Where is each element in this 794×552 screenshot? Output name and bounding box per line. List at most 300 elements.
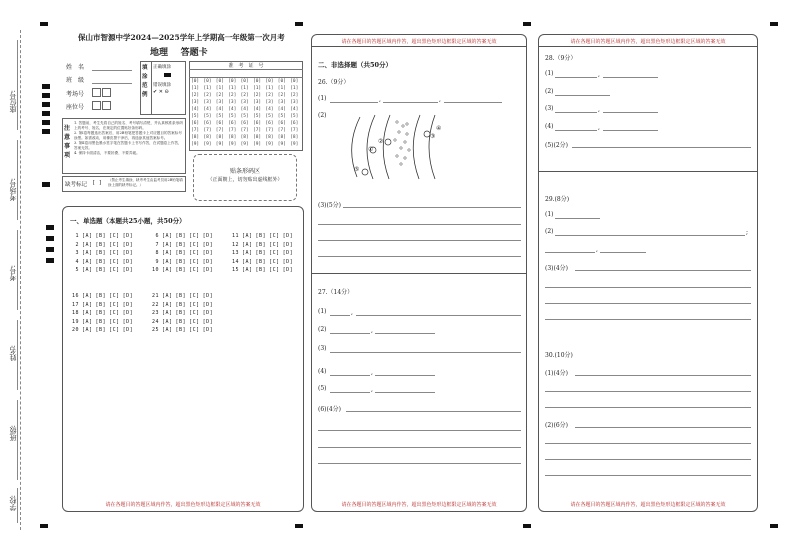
mcq-question-row[interactable] bbox=[70, 293, 136, 299]
mcq-question-row[interactable] bbox=[70, 327, 136, 333]
exam-id-bubble[interactable]: [9] bbox=[265, 142, 274, 147]
mcq-option-bubble[interactable]: [A] bbox=[242, 241, 253, 248]
mcq-option-bubble[interactable]: [D] bbox=[202, 258, 214, 265]
seat-box[interactable] bbox=[102, 101, 111, 110]
mcq-option-bubble[interactable]: [C] bbox=[109, 241, 120, 248]
exam-id-bubble[interactable]: [0] bbox=[215, 79, 224, 84]
mcq-option-bubble[interactable]: [A] bbox=[162, 310, 173, 316]
mcq-option-bubble[interactable]: [B] bbox=[175, 267, 187, 273]
exam-id-bubble[interactable]: [7] bbox=[215, 128, 224, 133]
mcq-option-bubble[interactable]: [C] bbox=[269, 241, 280, 248]
mcq-option-bubble[interactable]: [C] bbox=[109, 310, 120, 316]
mcq-option-bubble[interactable]: [C] bbox=[189, 233, 200, 239]
answer-line[interactable] bbox=[545, 443, 751, 444]
exam-id-bubble[interactable]: [5] bbox=[265, 114, 274, 119]
exam-id-bubble[interactable]: [9] bbox=[240, 142, 249, 147]
q30-label: 30.(10分) bbox=[545, 352, 573, 359]
q27-blank[interactable] bbox=[330, 333, 370, 334]
exam-id-bubble[interactable]: [6] bbox=[277, 121, 286, 126]
timing-mark bbox=[40, 22, 48, 26]
q27-blank[interactable] bbox=[375, 392, 435, 393]
mcq-option-bubble[interactable]: [C] bbox=[269, 267, 280, 273]
mcq-option-bubble[interactable]: [B] bbox=[175, 258, 187, 265]
exam-id-bubble[interactable]: [5] bbox=[277, 114, 286, 119]
q27-blank[interactable] bbox=[330, 375, 370, 376]
mcq-option-bubble[interactable]: [D] bbox=[202, 233, 214, 239]
exam-id-bubble[interactable]: [8] bbox=[240, 135, 249, 140]
q28-blank[interactable] bbox=[555, 77, 597, 78]
mcq-option-bubble[interactable]: [C] bbox=[109, 293, 120, 299]
exam-id-bubble[interactable]: [8] bbox=[228, 135, 237, 140]
class-field[interactable] bbox=[92, 83, 132, 84]
exam-id-bubble[interactable]: [7] bbox=[253, 128, 262, 133]
exam-id-bubble[interactable]: [9] bbox=[253, 142, 262, 147]
exam-id-bubble[interactable]: [6] bbox=[215, 121, 224, 126]
answer-line[interactable] bbox=[330, 352, 521, 353]
exam-id-bubble[interactable]: [7] bbox=[290, 128, 299, 133]
mcq-option-bubble[interactable]: [B] bbox=[255, 241, 267, 248]
mcq-question-row[interactable] bbox=[70, 302, 136, 308]
exam-id-bubble[interactable]: [4] bbox=[277, 107, 286, 112]
mcq-option-bubble[interactable]: [A] bbox=[242, 233, 253, 239]
answer-line[interactable] bbox=[318, 447, 521, 448]
exam-id-bubble[interactable]: [6] bbox=[253, 121, 262, 126]
exam-id-bubble[interactable]: [0] bbox=[290, 79, 299, 84]
mcq-option-bubble[interactable]: [A] bbox=[82, 267, 93, 273]
exam-id-bubble[interactable]: [8] bbox=[265, 135, 274, 140]
room-box[interactable] bbox=[102, 88, 111, 97]
mcq-option-bubble[interactable]: [A] bbox=[82, 318, 93, 325]
mcq-option-bubble[interactable]: [D] bbox=[282, 258, 294, 265]
mcq-option-bubble[interactable]: [B] bbox=[255, 258, 267, 265]
mcq-option-bubble[interactable]: [C] bbox=[109, 250, 120, 256]
exam-id-bubble[interactable]: [4] bbox=[228, 107, 237, 112]
exam-id-bubble[interactable]: [0] bbox=[228, 79, 237, 84]
mcq-option-bubble[interactable]: [C] bbox=[269, 250, 280, 256]
exam-id-bubble[interactable]: [1] bbox=[191, 86, 200, 91]
q27-blank[interactable] bbox=[330, 392, 370, 393]
mcq-option-bubble[interactable]: [C] bbox=[109, 327, 120, 333]
mcq-option-bubble[interactable]: [A] bbox=[162, 250, 173, 256]
mcq-option-bubble[interactable]: [B] bbox=[175, 310, 187, 316]
exam-id-bubble[interactable]: [0] bbox=[240, 79, 249, 84]
mcq-option-bubble[interactable]: [D] bbox=[122, 327, 134, 333]
mcq-option-bubble[interactable]: [B] bbox=[95, 267, 107, 273]
mcq-option-bubble[interactable]: [B] bbox=[95, 318, 107, 325]
mcq-option-bubble[interactable]: [D] bbox=[122, 293, 134, 299]
mcq-option-bubble[interactable]: [D] bbox=[202, 267, 214, 273]
mcq-option-bubble[interactable]: [A] bbox=[82, 233, 93, 239]
exam-id-bubble[interactable]: [8] bbox=[290, 135, 299, 140]
mcq-option-bubble[interactable]: [D] bbox=[202, 241, 214, 248]
mcq-option-bubble[interactable]: [A] bbox=[162, 293, 173, 299]
q28-part-label: (5)(2分) bbox=[545, 142, 568, 149]
mcq-question-row[interactable] bbox=[70, 233, 136, 239]
exam-id-bubble[interactable]: [6] bbox=[240, 121, 249, 126]
exam-id-bubble[interactable]: [2] bbox=[215, 93, 224, 98]
mcq-option-bubble[interactable]: [D] bbox=[202, 293, 214, 299]
marker bbox=[46, 247, 54, 252]
exam-id-bubble[interactable]: [3] bbox=[203, 100, 212, 105]
answer-line[interactable] bbox=[318, 463, 521, 464]
exam-id-bubble[interactable]: [6] bbox=[265, 121, 274, 126]
exam-id-bubble[interactable]: [9] bbox=[215, 142, 224, 147]
mcq-option-bubble[interactable]: [C] bbox=[189, 267, 200, 273]
exam-id-bubble[interactable]: [6] bbox=[191, 121, 200, 126]
exam-id-bubble[interactable]: [4] bbox=[290, 107, 299, 112]
mcq-question-number: 16 bbox=[71, 293, 79, 299]
q27-blank[interactable] bbox=[375, 333, 435, 334]
exam-id-bubble[interactable]: [9] bbox=[203, 142, 212, 147]
exam-id-bubble[interactable]: [6] bbox=[203, 121, 212, 126]
mcq-option-bubble[interactable]: [C] bbox=[269, 233, 280, 239]
exam-id-bubble[interactable]: [7] bbox=[203, 128, 212, 133]
mcq-option-bubble[interactable]: [B] bbox=[255, 233, 267, 239]
mcq-option-bubble[interactable]: [C] bbox=[109, 301, 120, 308]
mcq-option-bubble[interactable]: [D] bbox=[202, 327, 214, 333]
mcq-option-bubble[interactable]: [B] bbox=[95, 301, 107, 308]
subject-name: 地理 bbox=[150, 48, 169, 58]
mcq-question-row[interactable] bbox=[150, 250, 216, 256]
exam-id-bubble[interactable]: [3] bbox=[240, 100, 249, 105]
exam-id-bubble[interactable]: [3] bbox=[215, 100, 224, 105]
mcq-option-bubble[interactable]: [C] bbox=[109, 258, 120, 265]
room-label: 考场号 bbox=[66, 91, 85, 98]
mcq-option-bubble[interactable]: [D] bbox=[122, 301, 134, 308]
q28-blank[interactable] bbox=[555, 95, 610, 96]
exam-id-bubble[interactable]: [3] bbox=[191, 100, 200, 105]
exam-id-bubble[interactable]: [7] bbox=[277, 128, 286, 133]
mcq-question-row[interactable] bbox=[230, 267, 296, 273]
exam-id-bubble[interactable]: [5] bbox=[191, 114, 200, 119]
mcq-option-bubble[interactable]: [D] bbox=[202, 301, 214, 308]
absent-bubble[interactable]: [ ] bbox=[92, 180, 102, 186]
mcq-option-bubble[interactable]: [B] bbox=[95, 233, 107, 239]
exam-id-bubble[interactable]: [1] bbox=[265, 86, 274, 91]
mcq-option-bubble[interactable]: [B] bbox=[95, 310, 107, 316]
exam-id-bubble[interactable]: [8] bbox=[253, 135, 262, 140]
mcq-option-bubble[interactable]: [C] bbox=[109, 233, 120, 239]
exam-id-bubble[interactable]: [0] bbox=[265, 79, 274, 84]
exam-id-bubble[interactable]: [8] bbox=[215, 135, 224, 140]
mcq-option-bubble[interactable]: [A] bbox=[242, 267, 253, 273]
exam-id-bubble[interactable]: [1] bbox=[253, 86, 262, 91]
q27-blank[interactable] bbox=[330, 315, 350, 316]
exam-id-bubble[interactable]: [9] bbox=[191, 142, 200, 147]
mcq-question-row[interactable] bbox=[150, 233, 216, 239]
q26-1-blank[interactable] bbox=[330, 102, 378, 103]
answer-line[interactable] bbox=[318, 430, 521, 431]
exam-id-bubble[interactable]: [0] bbox=[203, 79, 212, 84]
exam-id-bubble[interactable]: [2] bbox=[240, 93, 249, 98]
exam-id-bubble[interactable]: [2] bbox=[228, 93, 237, 98]
mcq-option-bubble[interactable]: [A] bbox=[162, 318, 173, 325]
mcq-option-bubble[interactable]: [D] bbox=[202, 310, 214, 316]
mcq-question-number: 17 bbox=[71, 301, 79, 308]
q27-blank[interactable] bbox=[375, 375, 435, 376]
asteroid-dots bbox=[394, 121, 410, 165]
mcq-question-row[interactable] bbox=[70, 250, 136, 256]
mcq-question-row[interactable] bbox=[150, 259, 216, 265]
seat-box[interactable] bbox=[92, 101, 101, 110]
q26-comma: , bbox=[439, 96, 441, 103]
q26-1-label: (1) bbox=[318, 95, 327, 102]
mcq-option-bubble[interactable]: [B] bbox=[175, 301, 187, 308]
exam-id-bubble[interactable]: [9] bbox=[228, 142, 237, 147]
card-name: 答题卡 bbox=[180, 48, 208, 58]
mcq-option-bubble[interactable]: [D] bbox=[202, 318, 214, 325]
answer-line[interactable] bbox=[318, 256, 521, 257]
mcq-option-bubble[interactable]: [C] bbox=[189, 310, 200, 316]
mcq-option-bubble[interactable]: [B] bbox=[95, 241, 107, 248]
exam-id-bubble[interactable]: [6] bbox=[290, 121, 299, 126]
q26-1-blank[interactable] bbox=[383, 102, 438, 103]
mcq-option-bubble[interactable]: [A] bbox=[82, 301, 93, 308]
exam-id-bubble[interactable]: [3] bbox=[253, 100, 262, 105]
q28-comma: , bbox=[598, 71, 600, 78]
mcq-option-bubble[interactable]: [D] bbox=[202, 250, 214, 256]
q27-label: 27.（14分） bbox=[318, 289, 354, 296]
exam-id-bubble[interactable]: [7] bbox=[240, 128, 249, 133]
answer-line[interactable] bbox=[575, 375, 751, 376]
exam-id-bubble[interactable]: [4] bbox=[203, 107, 212, 112]
mcq-option-bubble[interactable]: [D] bbox=[282, 267, 294, 273]
answer-line[interactable] bbox=[575, 427, 751, 428]
mcq-option-bubble[interactable]: [A] bbox=[82, 293, 93, 299]
correct-fill-sample bbox=[164, 73, 171, 77]
mcq-option-bubble[interactable]: [D] bbox=[122, 233, 134, 239]
exam-id-bubble[interactable]: [4] bbox=[191, 107, 200, 112]
mcq-question-row[interactable] bbox=[150, 327, 216, 333]
mcq-option-bubble[interactable]: [B] bbox=[175, 241, 187, 248]
mcq-option-bubble[interactable]: [D] bbox=[282, 241, 294, 248]
q28-blank[interactable] bbox=[555, 112, 597, 113]
q29-2-blank[interactable] bbox=[545, 252, 595, 253]
exam-id-bubble[interactable]: [2] bbox=[290, 93, 299, 98]
mcq-question-number: 1 bbox=[75, 233, 79, 239]
mcq-question-row[interactable] bbox=[70, 310, 136, 316]
q28-label: 28.（9分） bbox=[545, 55, 577, 62]
timing-mark bbox=[40, 524, 48, 528]
mcq-option-bubble[interactable]: [D] bbox=[122, 267, 134, 273]
exam-id-bubble[interactable]: [2] bbox=[277, 93, 286, 98]
mcq-option-bubble[interactable]: [B] bbox=[175, 318, 187, 325]
mcq-option-bubble[interactable]: [A] bbox=[82, 310, 93, 316]
mcq-option-bubble[interactable]: [A] bbox=[162, 258, 173, 265]
mcq-question-row[interactable] bbox=[70, 319, 136, 325]
exam-id-bubble[interactable]: [7] bbox=[265, 128, 274, 133]
exam-id-bubble[interactable]: [1] bbox=[215, 86, 224, 91]
answer-line[interactable] bbox=[545, 407, 751, 408]
mcq-option-bubble[interactable]: [B] bbox=[95, 250, 107, 256]
mcq-option-bubble[interactable]: [A] bbox=[82, 250, 93, 256]
exam-id-bubble[interactable]: [5] bbox=[253, 114, 262, 119]
mcq-option-bubble[interactable]: [B] bbox=[175, 233, 187, 239]
mcq-question-row[interactable] bbox=[150, 293, 216, 299]
exam-id-bubble[interactable]: [7] bbox=[228, 128, 237, 133]
mcq-question-row[interactable] bbox=[150, 319, 216, 325]
mcq-option-bubble[interactable]: [C] bbox=[189, 318, 200, 325]
exam-id-bubble[interactable]: [6] bbox=[228, 121, 237, 126]
exam-id-bubble[interactable]: [4] bbox=[215, 107, 224, 112]
mcq-option-bubble[interactable]: [A] bbox=[162, 233, 173, 239]
question-divider bbox=[538, 171, 758, 172]
mcq-option-bubble[interactable]: [C] bbox=[109, 318, 120, 325]
diagram-label-1: ① bbox=[368, 146, 374, 153]
mcq-question-row[interactable] bbox=[150, 302, 216, 308]
mcq-option-bubble[interactable]: [A] bbox=[242, 258, 253, 265]
mcq-option-bubble[interactable]: [B] bbox=[255, 267, 267, 273]
mcq-option-bubble[interactable]: [A] bbox=[242, 250, 253, 256]
exam-id-bubble[interactable]: [1] bbox=[203, 86, 212, 91]
exam-id-bubble[interactable]: [9] bbox=[290, 142, 299, 147]
answer-line[interactable] bbox=[572, 147, 751, 148]
answer-line[interactable] bbox=[545, 459, 751, 460]
exam-id-bubble[interactable]: [0] bbox=[277, 79, 286, 84]
q28-blank[interactable] bbox=[555, 130, 597, 131]
mcq-option-bubble[interactable]: [D] bbox=[122, 241, 134, 248]
mcq-option-bubble[interactable]: [C] bbox=[189, 301, 200, 308]
mcq-question-row[interactable] bbox=[70, 259, 136, 265]
exam-id-bubble[interactable]: [5] bbox=[240, 114, 249, 119]
exam-id-bubble[interactable]: [4] bbox=[253, 107, 262, 112]
mcq-question-number: 18 bbox=[71, 310, 79, 316]
mcq-option-bubble[interactable]: [B] bbox=[95, 327, 107, 333]
q28-blank[interactable] bbox=[603, 130, 658, 131]
exam-id-bubble[interactable]: [3] bbox=[265, 100, 274, 105]
mcq-option-bubble[interactable]: [B] bbox=[95, 293, 107, 299]
exam-id-bubble[interactable]: [8] bbox=[191, 135, 200, 140]
exam-id-bubble[interactable]: [8] bbox=[277, 135, 286, 140]
exam-id-bubble[interactable]: [2] bbox=[203, 93, 212, 98]
mcq-option-bubble[interactable]: [A] bbox=[162, 327, 173, 333]
answer-line[interactable] bbox=[545, 319, 751, 320]
q27-comma: , bbox=[371, 386, 373, 393]
mcq-option-bubble[interactable]: [D] bbox=[122, 250, 134, 256]
mcq-question-row[interactable] bbox=[150, 310, 216, 316]
warning-note: 请在各题目的答题区域内作答，超出黑色矩形边框限定区域的答案无效 bbox=[570, 39, 726, 45]
q27-blank[interactable] bbox=[356, 315, 521, 316]
mcq-option-bubble[interactable]: [C] bbox=[189, 327, 200, 333]
exam-id-bubble[interactable]: [5] bbox=[203, 114, 212, 119]
exam-id-bubble[interactable]: [5] bbox=[290, 114, 299, 119]
mcq-question-row[interactable] bbox=[230, 259, 296, 265]
mcq-option-bubble[interactable]: [C] bbox=[189, 250, 200, 256]
exam-id-bubble[interactable]: [1] bbox=[290, 86, 299, 91]
mcq-question-row[interactable] bbox=[230, 250, 296, 256]
exam-id-bubble[interactable]: [9] bbox=[277, 142, 286, 147]
exam-id-bubble[interactable]: [0] bbox=[253, 79, 262, 84]
mcq-option-bubble[interactable]: [C] bbox=[189, 241, 200, 248]
exam-id-bubble[interactable]: [7] bbox=[191, 128, 200, 133]
mcq-option-bubble[interactable]: [D] bbox=[122, 318, 134, 325]
mcq-question-row[interactable] bbox=[150, 242, 216, 248]
mcq-option-bubble[interactable]: [B] bbox=[255, 250, 267, 256]
exam-id-bubble[interactable]: [5] bbox=[228, 114, 237, 119]
mcq-option-bubble[interactable]: [B] bbox=[175, 250, 187, 256]
mcq-option-bubble[interactable]: [C] bbox=[269, 258, 280, 265]
mcq-option-bubble[interactable]: [A] bbox=[82, 258, 93, 265]
answer-line[interactable] bbox=[318, 240, 521, 241]
exam-id-bubble[interactable]: [4] bbox=[240, 107, 249, 112]
mcq-question-row[interactable] bbox=[70, 242, 136, 248]
mcq-option-bubble[interactable]: [A] bbox=[82, 327, 93, 333]
exam-id-bubble[interactable]: [0] bbox=[191, 79, 200, 84]
answer-line[interactable] bbox=[545, 303, 751, 304]
mcq-option-bubble[interactable]: [D] bbox=[282, 250, 294, 256]
mcq-question-row[interactable] bbox=[230, 233, 296, 239]
exam-id-bubble[interactable]: [3] bbox=[228, 100, 237, 105]
warning-note: 请在各题目的答题区域内作答，超出黑色矩形边框限定区域的答案无效 bbox=[341, 502, 497, 508]
mcq-option-bubble[interactable]: [A] bbox=[162, 267, 173, 273]
exam-id-bubble[interactable]: [2] bbox=[265, 93, 274, 98]
mcq-option-bubble[interactable]: [A] bbox=[162, 241, 173, 248]
mcq-option-bubble[interactable]: [A] bbox=[82, 241, 93, 248]
mcq-option-bubble[interactable]: [D] bbox=[282, 233, 294, 239]
diagram-label-3: ③ bbox=[430, 133, 436, 140]
mcq-option-bubble[interactable]: [B] bbox=[95, 258, 107, 265]
exam-id-bubble[interactable]: [1] bbox=[277, 86, 286, 91]
answer-line[interactable] bbox=[545, 475, 751, 476]
exam-id-bubble[interactable]: [8] bbox=[203, 135, 212, 140]
q29-comma: , bbox=[596, 246, 598, 253]
q29-1-blank[interactable] bbox=[555, 218, 600, 219]
answer-line[interactable] bbox=[343, 207, 521, 208]
seat-label: 座位号 bbox=[66, 104, 85, 111]
side-underline bbox=[17, 488, 18, 523]
answer-line[interactable] bbox=[346, 411, 521, 412]
exam-id-bubble[interactable]: [1] bbox=[228, 86, 237, 91]
q28-blank[interactable] bbox=[603, 112, 658, 113]
wrong-fill-label: 错误填涂 bbox=[153, 83, 171, 88]
mcq-option-bubble[interactable]: [A] bbox=[162, 301, 173, 308]
mcq-option-bubble[interactable]: [B] bbox=[175, 327, 187, 333]
answer-line[interactable] bbox=[545, 391, 751, 392]
exam-id-bubble[interactable]: [3] bbox=[290, 100, 299, 105]
q29-2-blank[interactable] bbox=[600, 252, 646, 253]
subject-title bbox=[150, 45, 208, 58]
mcq-option-bubble[interactable]: [C] bbox=[189, 293, 200, 299]
exam-id-bubble[interactable]: [2] bbox=[253, 93, 262, 98]
q28-blank[interactable] bbox=[603, 77, 658, 78]
mcq-question-number: 25 bbox=[151, 327, 159, 333]
name-field[interactable] bbox=[92, 70, 132, 71]
answer-line[interactable] bbox=[318, 224, 521, 225]
mcq-option-bubble[interactable]: [B] bbox=[175, 293, 187, 299]
mcq-option-bubble[interactable]: [D] bbox=[122, 258, 134, 265]
answer-line[interactable] bbox=[545, 287, 751, 288]
exam-id-bubble[interactable]: [3] bbox=[277, 100, 286, 105]
q26-label: 26.（9分） bbox=[318, 79, 350, 86]
mcq-option-bubble[interactable]: [C] bbox=[189, 258, 200, 265]
notice-title: 注意事项 bbox=[64, 125, 71, 159]
exam-id-bubble[interactable]: [4] bbox=[265, 107, 274, 112]
exam-id-bubble[interactable]: [2] bbox=[191, 93, 200, 98]
room-box[interactable] bbox=[92, 88, 101, 97]
exam-id-bubble[interactable]: [5] bbox=[215, 114, 224, 119]
mcq-option-bubble[interactable]: [D] bbox=[122, 310, 134, 316]
exam-id-bubble[interactable]: [1] bbox=[240, 86, 249, 91]
q29-2-blank[interactable] bbox=[555, 235, 745, 236]
mcq-question-row[interactable] bbox=[70, 267, 136, 273]
answer-line[interactable] bbox=[575, 270, 751, 271]
mcq-question-row[interactable] bbox=[150, 267, 216, 273]
warning-note: 请在各题目的答题区域内作答，超出黑色矩形边框限定区域的答案无效 bbox=[105, 502, 261, 508]
mcq-option-bubble[interactable]: [C] bbox=[109, 267, 120, 273]
mcq-question-row[interactable] bbox=[230, 242, 296, 248]
q26-1-blank[interactable] bbox=[444, 102, 502, 103]
orbit-diagram bbox=[345, 112, 455, 182]
